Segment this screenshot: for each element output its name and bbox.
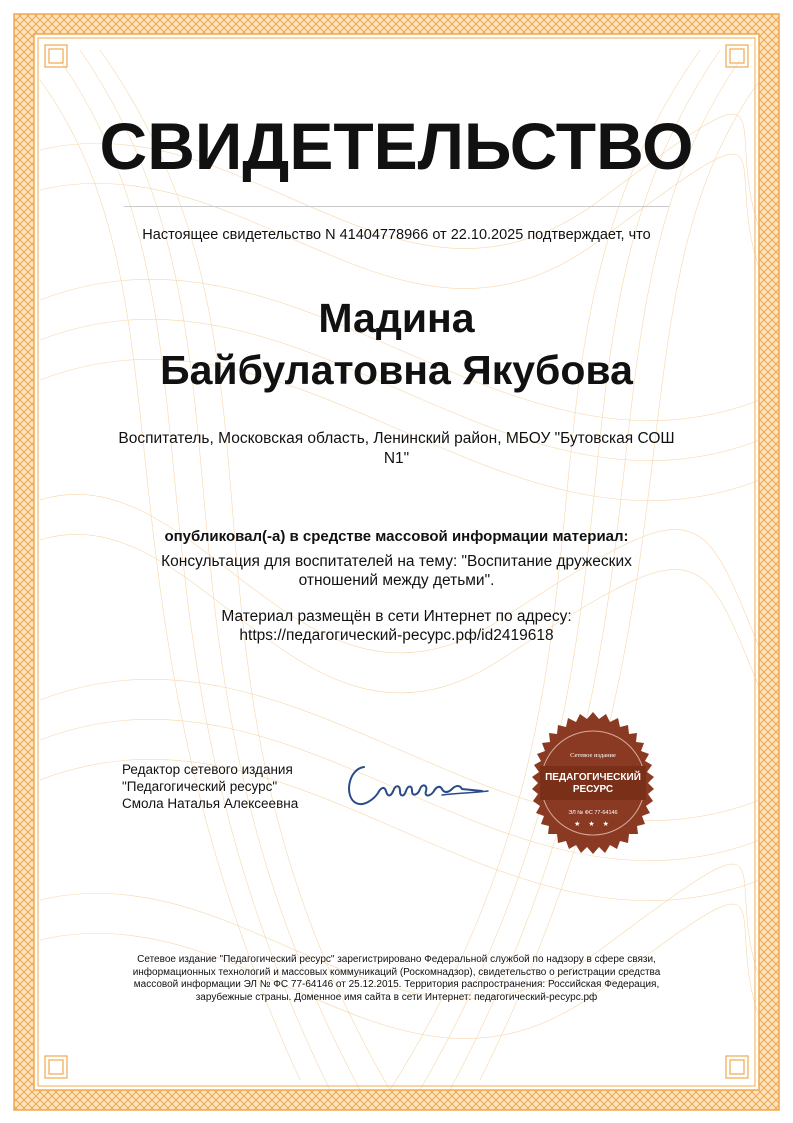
seal-stars: ★ ★ ★	[574, 821, 612, 828]
material-url-block	[0, 607, 793, 645]
material-title: Консультация для воспитателей на тему: "Воспитание дружеских отношений между детьми".	[161, 553, 632, 589]
material-url: https://педагогический-ресурс.рф/id2419618	[239, 627, 554, 644]
certificate-intro: Настоящее свидетельство N 41404778966 от 22.10.2025 подтверждает, что	[142, 227, 651, 243]
editor-block	[122, 761, 342, 812]
material-url-label: Материал размещён в сети Интернет по адресу:	[221, 608, 572, 625]
editor-signature	[342, 755, 492, 815]
seal-registration: ЭЛ № ФС 77-64146	[568, 810, 618, 816]
title-divider	[124, 206, 669, 207]
seal-main-text-2: РЕСУРС	[572, 784, 614, 795]
registration-footer: Сетевое издание "Педагогический ресурс" зарегистрировано Федеральной службой по надзору в сфере связи, информационных технологий и массовых коммуникаций (Роскомнадзор), свидетельство о регистрации средства массовой информации ЭЛ № ФС 77-64146 от 25.12.2015. Территория распространения: Российская Федерация, зарубежные страны. Доменное имя сайта в сети Интернет: педагогический-ресурс.рф	[132, 954, 661, 1003]
seal-main-text-1: ПЕДАГОГИЧЕСКИЙ	[545, 772, 641, 783]
editor-name: Смола Наталья Алексеевна	[122, 796, 299, 811]
recipient-name-line1: Мадина	[318, 295, 475, 341]
publisher-seal	[520, 712, 666, 858]
certificate-title: СВИДЕТЕЛЬСТВО	[99, 109, 694, 183]
recipient-name-line2: Байбулатовна Якубова	[160, 347, 633, 393]
editor-title: Редактор сетевого издания	[122, 762, 293, 777]
editor-publication: "Педагогический ресурс"	[122, 779, 278, 794]
recipient-name	[0, 292, 793, 396]
published-label: опубликовал(-а) в средстве массовой информации материал:	[164, 528, 629, 545]
seal-top-text: Сетевое издание	[570, 752, 616, 759]
recipient-position: Воспитатель, Московская область, Ленинский район, МБОУ "Бутовская СОШ N1"	[118, 430, 675, 467]
